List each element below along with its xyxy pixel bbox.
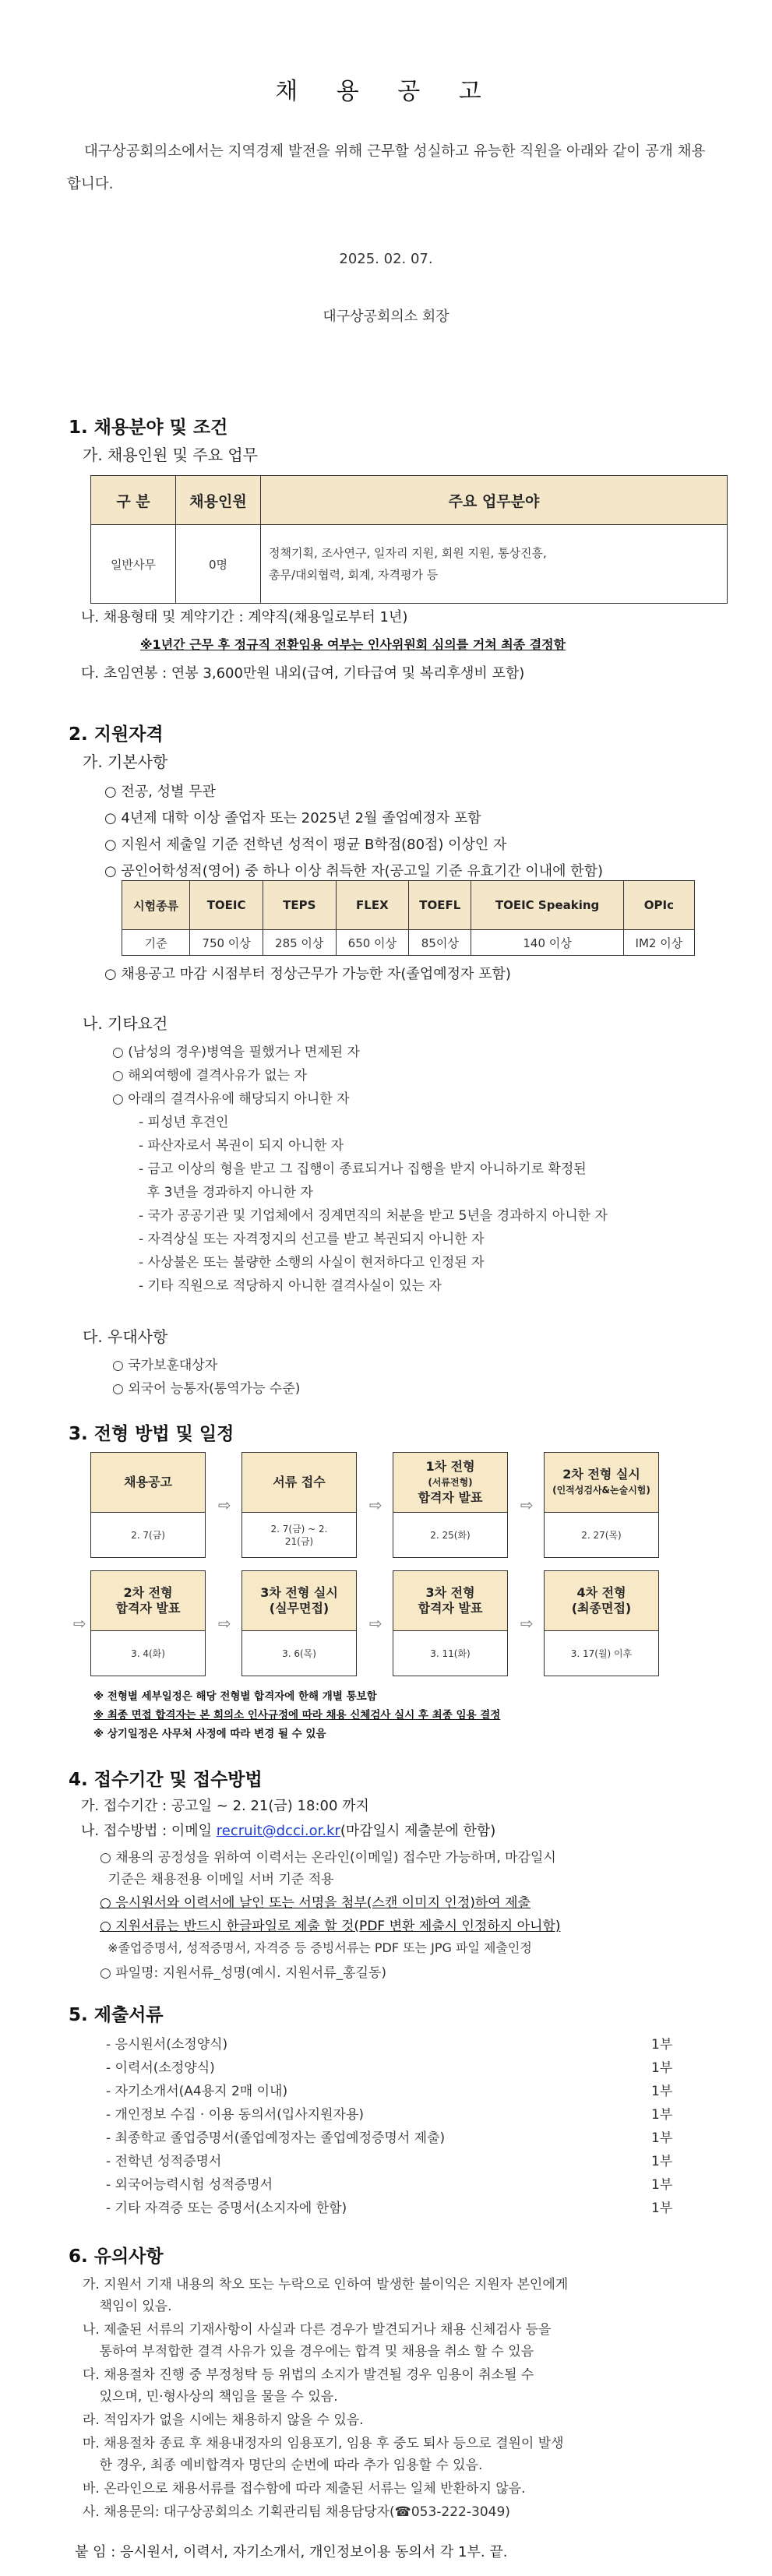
- preference-item: ○ 국가보훈대상자: [112, 1358, 218, 1373]
- step-title-text: 합격자 발표: [418, 1490, 483, 1505]
- table-header: TOEFL: [409, 881, 471, 930]
- intro-paragraph: 대구상공회의소에서는 지역경제 발전을 위해 근무할 성실하고 유능한 직원을 아래와 같이 공개 채용합니다.: [67, 143, 706, 192]
- disqualification-item: - 사상불온 또는 불량한 소행의 사실이 현저하다고 인정된 자: [139, 1255, 485, 1270]
- table-cell: 140 이상: [471, 930, 623, 956]
- arrow-right-icon: ⇨: [369, 1496, 382, 1514]
- table-header: 시험종류: [122, 881, 190, 930]
- language-score-table: [122, 880, 695, 956]
- table-cell: 285 이상: [263, 930, 336, 956]
- arrow-right-icon: ⇨: [520, 1496, 534, 1514]
- step-title-text: 2차 전형: [123, 1585, 173, 1600]
- qualification-item: ○ 전공, 성별 무관: [104, 784, 216, 800]
- application-method: [81, 1820, 495, 1840]
- table-cell: 85이상: [409, 930, 471, 956]
- schedule-step-second-result: [90, 1570, 206, 1676]
- document-name: - 외국어능력시험 성적증명서: [106, 2177, 273, 2193]
- disqualification-item: - 금고 이상의 형을 받고 그 집행이 종료되거나 집행을 받지 아니하기로 확정된: [139, 1161, 587, 1177]
- announcement-date: 2025. 02. 07.: [339, 251, 433, 267]
- schedule-note: ※ 상기일정은 사무처 사정에 따라 변경 될 수 있음: [93, 1728, 326, 1740]
- step-date: 3. 11(화): [430, 1648, 471, 1659]
- application-period: 가. 접수기간 : 공고일 ~ 2. 21(금) 18:00 까지: [81, 1798, 369, 1814]
- step-title-text: 4차 전형: [576, 1585, 626, 1600]
- value: (마감일시 제출분에 한함): [340, 1823, 496, 1839]
- table-cell: 기준: [122, 930, 190, 956]
- step-title: [545, 1453, 658, 1513]
- page-title: 채 용 공 고: [275, 78, 497, 105]
- table-header: 주요 업무분야: [261, 476, 728, 525]
- disqualification-item: - 피성년 후견인: [139, 1115, 229, 1130]
- method-item: ○ 채용의 공정성을 위하여 이력서는 온라인(이메일) 접수만 가능하며, 마감일시: [100, 1850, 556, 1866]
- document-name: - 전학년 성적증명서: [106, 2154, 222, 2169]
- caution-line: 마. 채용절차 종료 후 채용내정자의 임용포기, 임용 후 중도 퇴사 등으로 결원이 발생: [83, 2436, 564, 2451]
- step-title-text: 합격자 발표: [115, 1601, 181, 1616]
- step-subtitle: (인적성검사&논술시험): [552, 1485, 650, 1496]
- schedule-step-first-result: [393, 1452, 508, 1558]
- section4-heading: 4. 접수기간 및 접수방법: [69, 1770, 263, 1790]
- value: 계약직(채용일로부터 1년): [248, 609, 408, 625]
- qualification-item: ○ 4년제 대학 이상 졸업자 또는 2025년 2월 졸업예정자 포함: [104, 810, 481, 826]
- section1-heading: 1. 채용분야 및 조건: [69, 418, 228, 438]
- method-item: ○ 파일명: 지원서류_성명(예시. 지원서류_홍길동): [100, 1965, 387, 1981]
- table-cell: 일반사무: [91, 525, 176, 604]
- step-date: 2. 27(목): [581, 1530, 622, 1541]
- starting-salary: [81, 662, 524, 682]
- table-cell: IM2 이상: [623, 930, 694, 956]
- arrow-right-icon: ⇨: [218, 1614, 231, 1633]
- document-name: - 응시원서(소정양식): [106, 2037, 228, 2053]
- arrow-right-icon: ⇨: [520, 1614, 534, 1633]
- section6-heading: 6. 유의사항: [69, 2247, 164, 2267]
- schedule-step-final-interview: [544, 1570, 659, 1676]
- caution-line: 통하여 부적합한 결격 사유가 있을 경우에는 합격 및 채용을 취소 할 수 있음: [83, 2344, 534, 2359]
- table-cell-duties: [261, 525, 728, 604]
- step-title: [91, 1571, 205, 1631]
- step-subtitle: (서류전형): [428, 1477, 473, 1488]
- duties-line: 정책기획, 조사연구, 일자리 지원, 회원 지원, 통상진흥,: [269, 546, 547, 560]
- section2-sub-a: 가. 기본사항: [83, 752, 168, 771]
- recruitment-table: [90, 475, 728, 604]
- step-title: [91, 1453, 205, 1513]
- section1-sub-a: 가. 채용인원 및 주요 업무: [83, 446, 258, 464]
- signer: 대구상공회의소 회장: [323, 308, 449, 325]
- document-name: - 최종학교 졸업증명서(졸업예정자는 졸업예정증명서 제출): [106, 2130, 446, 2146]
- step-title-text: 채용공고: [124, 1475, 172, 1489]
- step-title-text: 2차 전형 실시: [562, 1467, 640, 1482]
- duties-line: 총무/대외협력, 회계, 자격평가 등: [269, 568, 439, 582]
- other-requirement: ○ 해외여행에 결격사유가 없는 자: [112, 1068, 307, 1084]
- disqualification-item: 후 3년을 경과하지 아니한 자: [139, 1185, 313, 1200]
- qualification-item: ○ 채용공고 마감 시점부터 정상근무가 가능한 자(졸업예정자 포함): [104, 966, 511, 982]
- document-name: - 기타 자격증 또는 증명서(소지자에 한함): [106, 2201, 347, 2216]
- method-item-text: ○ 응시원서와 이력서에 날인 또는 서명을 첨부(스캔 이미지 인정)하여 제출: [100, 1895, 531, 1911]
- caution-line: 라. 적임자가 없을 시에는 채용하지 않을 수 있음.: [83, 2412, 364, 2428]
- arrow-right-icon: ⇨: [369, 1614, 382, 1633]
- table-header: TOEIC Speaking: [471, 881, 623, 930]
- step-date: 3. 6(목): [282, 1648, 316, 1659]
- disqualification-item: - 국가 공공기관 및 기업체에서 징계면직의 처분을 받고 5년을 경과하지 아니한 자: [139, 1208, 608, 1224]
- table-cell: 650 이상: [336, 930, 409, 956]
- schedule-step-announcement: [90, 1452, 206, 1558]
- step-title: [545, 1571, 658, 1631]
- schedule-step-second-test: [544, 1452, 659, 1558]
- table-header: OPIc: [623, 881, 694, 930]
- table-header: TEPS: [263, 881, 336, 930]
- caution-line: 다. 채용절차 진행 중 부정청탁 등 위법의 소지가 발견될 경우 임용이 취소될 수: [83, 2367, 534, 2383]
- label: 나. 접수방법 : 이메일: [81, 1823, 217, 1839]
- note-text: ※1년간 근무 후 정규직 전환임용 여부는 인사위원회 심의를 거쳐 최종 결정함: [140, 637, 566, 652]
- schedule-step-document-submission: [241, 1452, 357, 1558]
- disqualification-item: - 자격상실 또는 자격정지의 선고를 받고 복권되지 아니한 자: [139, 1232, 485, 1247]
- step-title-text: 3차 전형: [425, 1585, 475, 1600]
- caution-line: 나. 제출된 서류의 기재사항이 사실과 다른 경우가 발견되거나 채용 신체검사 등을: [83, 2322, 552, 2338]
- arrow-right-icon: ⇨: [73, 1614, 86, 1633]
- step-title-text: 서류 접수: [273, 1475, 326, 1489]
- other-requirement: ○ (남성의 경우)병역을 필했거나 면제된 자: [112, 1045, 360, 1060]
- table-header: 채용인원: [176, 476, 261, 525]
- section5-heading: 5. 제출서류: [69, 2005, 164, 2025]
- step-title: [242, 1571, 356, 1631]
- arrow-right-icon: ⇨: [218, 1496, 231, 1514]
- document-name: - 개인정보 수집 · 이용 동의서(입사지원자용): [106, 2107, 364, 2123]
- schedule-note: [93, 1706, 500, 1721]
- schedule-note: ※ 전형별 세부일정은 해당 전형별 합격자에 한해 개별 통보함: [93, 1690, 377, 1703]
- method-item: [100, 1891, 531, 1911]
- table-header: TOEIC: [190, 881, 263, 930]
- appendix-line: 붙 임 : 응시원서, 이력서, 자기소개서, 개인정보이용 동의서 각 1부. 끝.: [75, 2544, 508, 2560]
- section2-heading: 2. 지원자격: [69, 724, 164, 745]
- step-title: [393, 1453, 507, 1513]
- table-header: 구 분: [91, 476, 176, 525]
- document-qty: 1부: [651, 2201, 673, 2216]
- section3-heading: 3. 전형 방법 및 일정: [69, 1424, 234, 1444]
- document-qty: 1부: [651, 2107, 673, 2123]
- step-title: [242, 1453, 356, 1513]
- method-item: ※졸업증명서, 성적증명서, 자격증 등 증빙서류는 PDF 또는 JPG 파일 제출인정: [100, 1940, 532, 1955]
- step-title-text: 3차 전형 실시: [260, 1585, 338, 1600]
- document-name: - 자기소개서(A4용지 2매 이내): [106, 2084, 288, 2099]
- document-qty: 1부: [651, 2084, 673, 2099]
- step-date: 3. 4(화): [131, 1648, 165, 1659]
- method-item-text: ○ 지원서류는 반드시 한글파일로 제출 할 것(PDF 변환 제출시 인정하지 아니함): [100, 1919, 561, 1934]
- table-cell: 0명: [176, 525, 261, 604]
- table-cell: 750 이상: [190, 930, 263, 956]
- schedule-step-third-test: [241, 1570, 357, 1676]
- caution-line: 한 경우, 최종 예비합격자 명단의 순번에 따라 추가 임용할 수 있음.: [83, 2458, 483, 2473]
- preference-item: ○ 외국어 능통자(통역가능 수준): [112, 1381, 301, 1397]
- step-date: 2. 7(금) ~ 2. 21(금): [270, 1524, 328, 1547]
- caution-line: 바. 온라인으로 채용서류를 접수함에 따라 제출된 서류는 일체 반환하지 않음.: [83, 2481, 526, 2497]
- step-date: 2. 25(화): [430, 1530, 471, 1541]
- table-header: FLEX: [336, 881, 409, 930]
- step-title-text: (실무면접): [269, 1601, 330, 1616]
- caution-line: 가. 지원서 기재 내용의 착오 또는 누락으로 인하여 발생한 불이익은 지원자 본인에게: [83, 2277, 569, 2292]
- caution-line: 책임이 있음.: [83, 2299, 172, 2314]
- label: 다. 초임연봉 :: [81, 665, 171, 682]
- caution-line: 사. 채용문의: 대구상공회의소 기획관리팀 채용담당자(☎053-222-3049): [83, 2504, 510, 2520]
- step-date: 3. 17(월) 이후: [570, 1648, 633, 1659]
- step-title: [393, 1571, 507, 1631]
- document-qty: 1부: [651, 2037, 673, 2053]
- label: 나. 채용형태 및 계약기간 :: [81, 609, 249, 625]
- email-link[interactable]: recruit@dcci.or.kr: [216, 1823, 340, 1839]
- step-title-text: (최종면접): [571, 1601, 632, 1616]
- caution-line: 있으며, 민·형사상의 책임을 물을 수 있음.: [83, 2389, 338, 2405]
- qualification-item: ○ 지원서 제출일 기준 전학년 성적이 평균 B학점(80점) 이상인 자: [104, 837, 507, 853]
- document-name: - 이력서(소정양식): [106, 2060, 215, 2076]
- document-qty: 1부: [651, 2130, 673, 2146]
- method-item: 기준은 채용전용 이메일 서버 기준 적용: [100, 1872, 334, 1887]
- disqualification-item: - 파산자로서 복권이 되지 아니한 자: [139, 1138, 344, 1154]
- conversion-note: [140, 635, 566, 653]
- value: 연봉 3,600만원 내외(급여, 기타급여 및 복리후생비 포함): [171, 665, 525, 682]
- step-title-text: 합격자 발표: [418, 1601, 483, 1616]
- step-date: 2. 7(금): [131, 1530, 165, 1541]
- schedule-step-third-result: [393, 1570, 508, 1676]
- step-title-text: 1차 전형: [425, 1459, 475, 1474]
- method-item: [100, 1915, 561, 1934]
- qualification-item: ○ 공인어학성적(영어) 중 하나 이상 취득한 자(공고일 기준 유효기간 이내에 한함): [104, 863, 604, 879]
- section2-sub-b: 나. 기타요건: [83, 1014, 168, 1033]
- document-qty: 1부: [651, 2177, 673, 2193]
- note-text: ※ 최종 면접 합격자는 본 회의소 인사규정에 따라 채용 신체검사 실시 후 최종 임용 결정: [93, 1709, 501, 1721]
- document-qty: 1부: [651, 2154, 673, 2169]
- disqualification-item: - 기타 직원으로 적당하지 아니한 결격사실이 있는 자: [139, 1278, 442, 1294]
- document-qty: 1부: [651, 2060, 673, 2076]
- employment-type: [81, 606, 407, 626]
- section2-sub-c: 다. 우대사항: [83, 1327, 168, 1346]
- other-requirement: ○ 아래의 결격사유에 해당되지 아니한 자: [112, 1091, 350, 1107]
